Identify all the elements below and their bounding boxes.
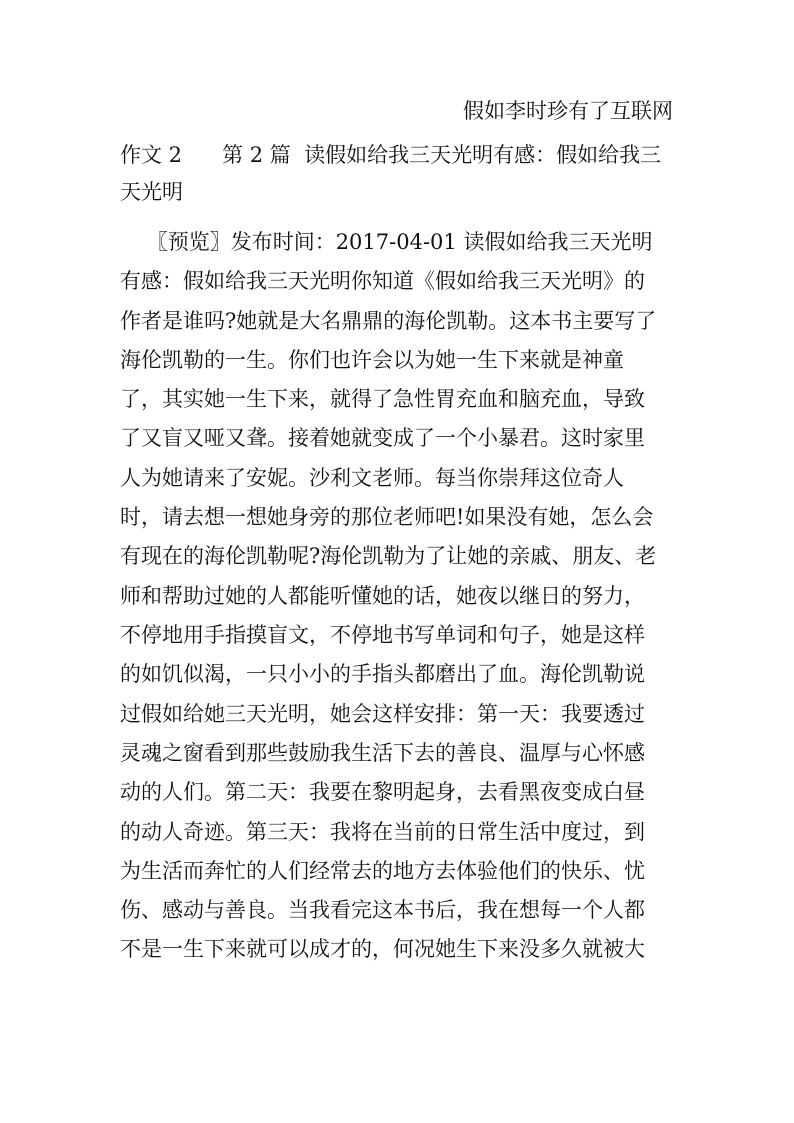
body-line-13: 过假如给她三天光明，她会这样安排：第一天：我要透过 bbox=[120, 702, 645, 726]
body-line-12: 的如饥似渴，一只小小的手指头都磨出了血。海伦凯勒说 bbox=[120, 662, 645, 686]
heading-line-1: 作文 2 第 2 篇 读假如给我三天光明有感：假如给我三 bbox=[120, 143, 662, 167]
body-line-11: 不停地用手指摸盲文，不停地书写单词和句子，她是这样 bbox=[120, 623, 645, 647]
body-line-9: 有现在的海伦凯勒呢?海伦凯勒为了让她的亲戚、朋友、老 bbox=[120, 544, 657, 568]
body-line-5: 了，其实她一生下来，就得了急性胃充血和脑充血，导致 bbox=[120, 387, 645, 411]
body-line-6: 了又盲又哑又聋。接着她就变成了一个小暴君。这时家里 bbox=[120, 426, 645, 450]
body-line-17: 为生活而奔忙的人们经常去的地方去体验他们的快乐、忧 bbox=[120, 859, 645, 883]
body-line-18: 伤、感动与善良。当我看完这本书后，我在想每一个人都 bbox=[120, 898, 645, 922]
body-line-15: 动的人们。第二天：我要在黎明起身，去看黑夜变成白昼 bbox=[120, 780, 645, 804]
body-line-3: 作者是谁吗?她就是大名鼎鼎的海伦凯勒。这本书主要写了 bbox=[120, 309, 657, 333]
body-line-14: 灵魂之窗看到那些鼓励我生活下去的善良、温厚与心怀感 bbox=[120, 741, 645, 765]
body-line-1: 〖预览〗发布时间：2017-04-01 读假如给我三天光明 bbox=[120, 230, 653, 254]
heading-line-2: 天光明 bbox=[120, 180, 183, 204]
body-line-16: 的动人奇迹。第三天：我将在当前的日常生活中度过，到 bbox=[120, 820, 645, 844]
body-line-2: 有感：假如给我三天光明你知道《假如给我三天光明》的 bbox=[120, 269, 645, 293]
body-line-10: 师和帮助过她的人都能听懂她的话，她夜以继日的努力， bbox=[120, 584, 645, 608]
header-title: 假如李时珍有了互联网 bbox=[463, 99, 673, 123]
body-line-19: 不是一生下来就可以成才的，何况她生下来没多久就被大 bbox=[120, 937, 645, 961]
body-line-8: 时，请去想一想她身旁的那位老师吧!如果没有她，怎么会 bbox=[120, 505, 654, 529]
body-line-7: 人为她请来了安妮。沙利文老师。每当你崇拜这位奇人 bbox=[120, 466, 624, 490]
body-line-4: 海伦凯勒的一生。你们也许会以为她一生下来就是神童 bbox=[120, 348, 624, 372]
